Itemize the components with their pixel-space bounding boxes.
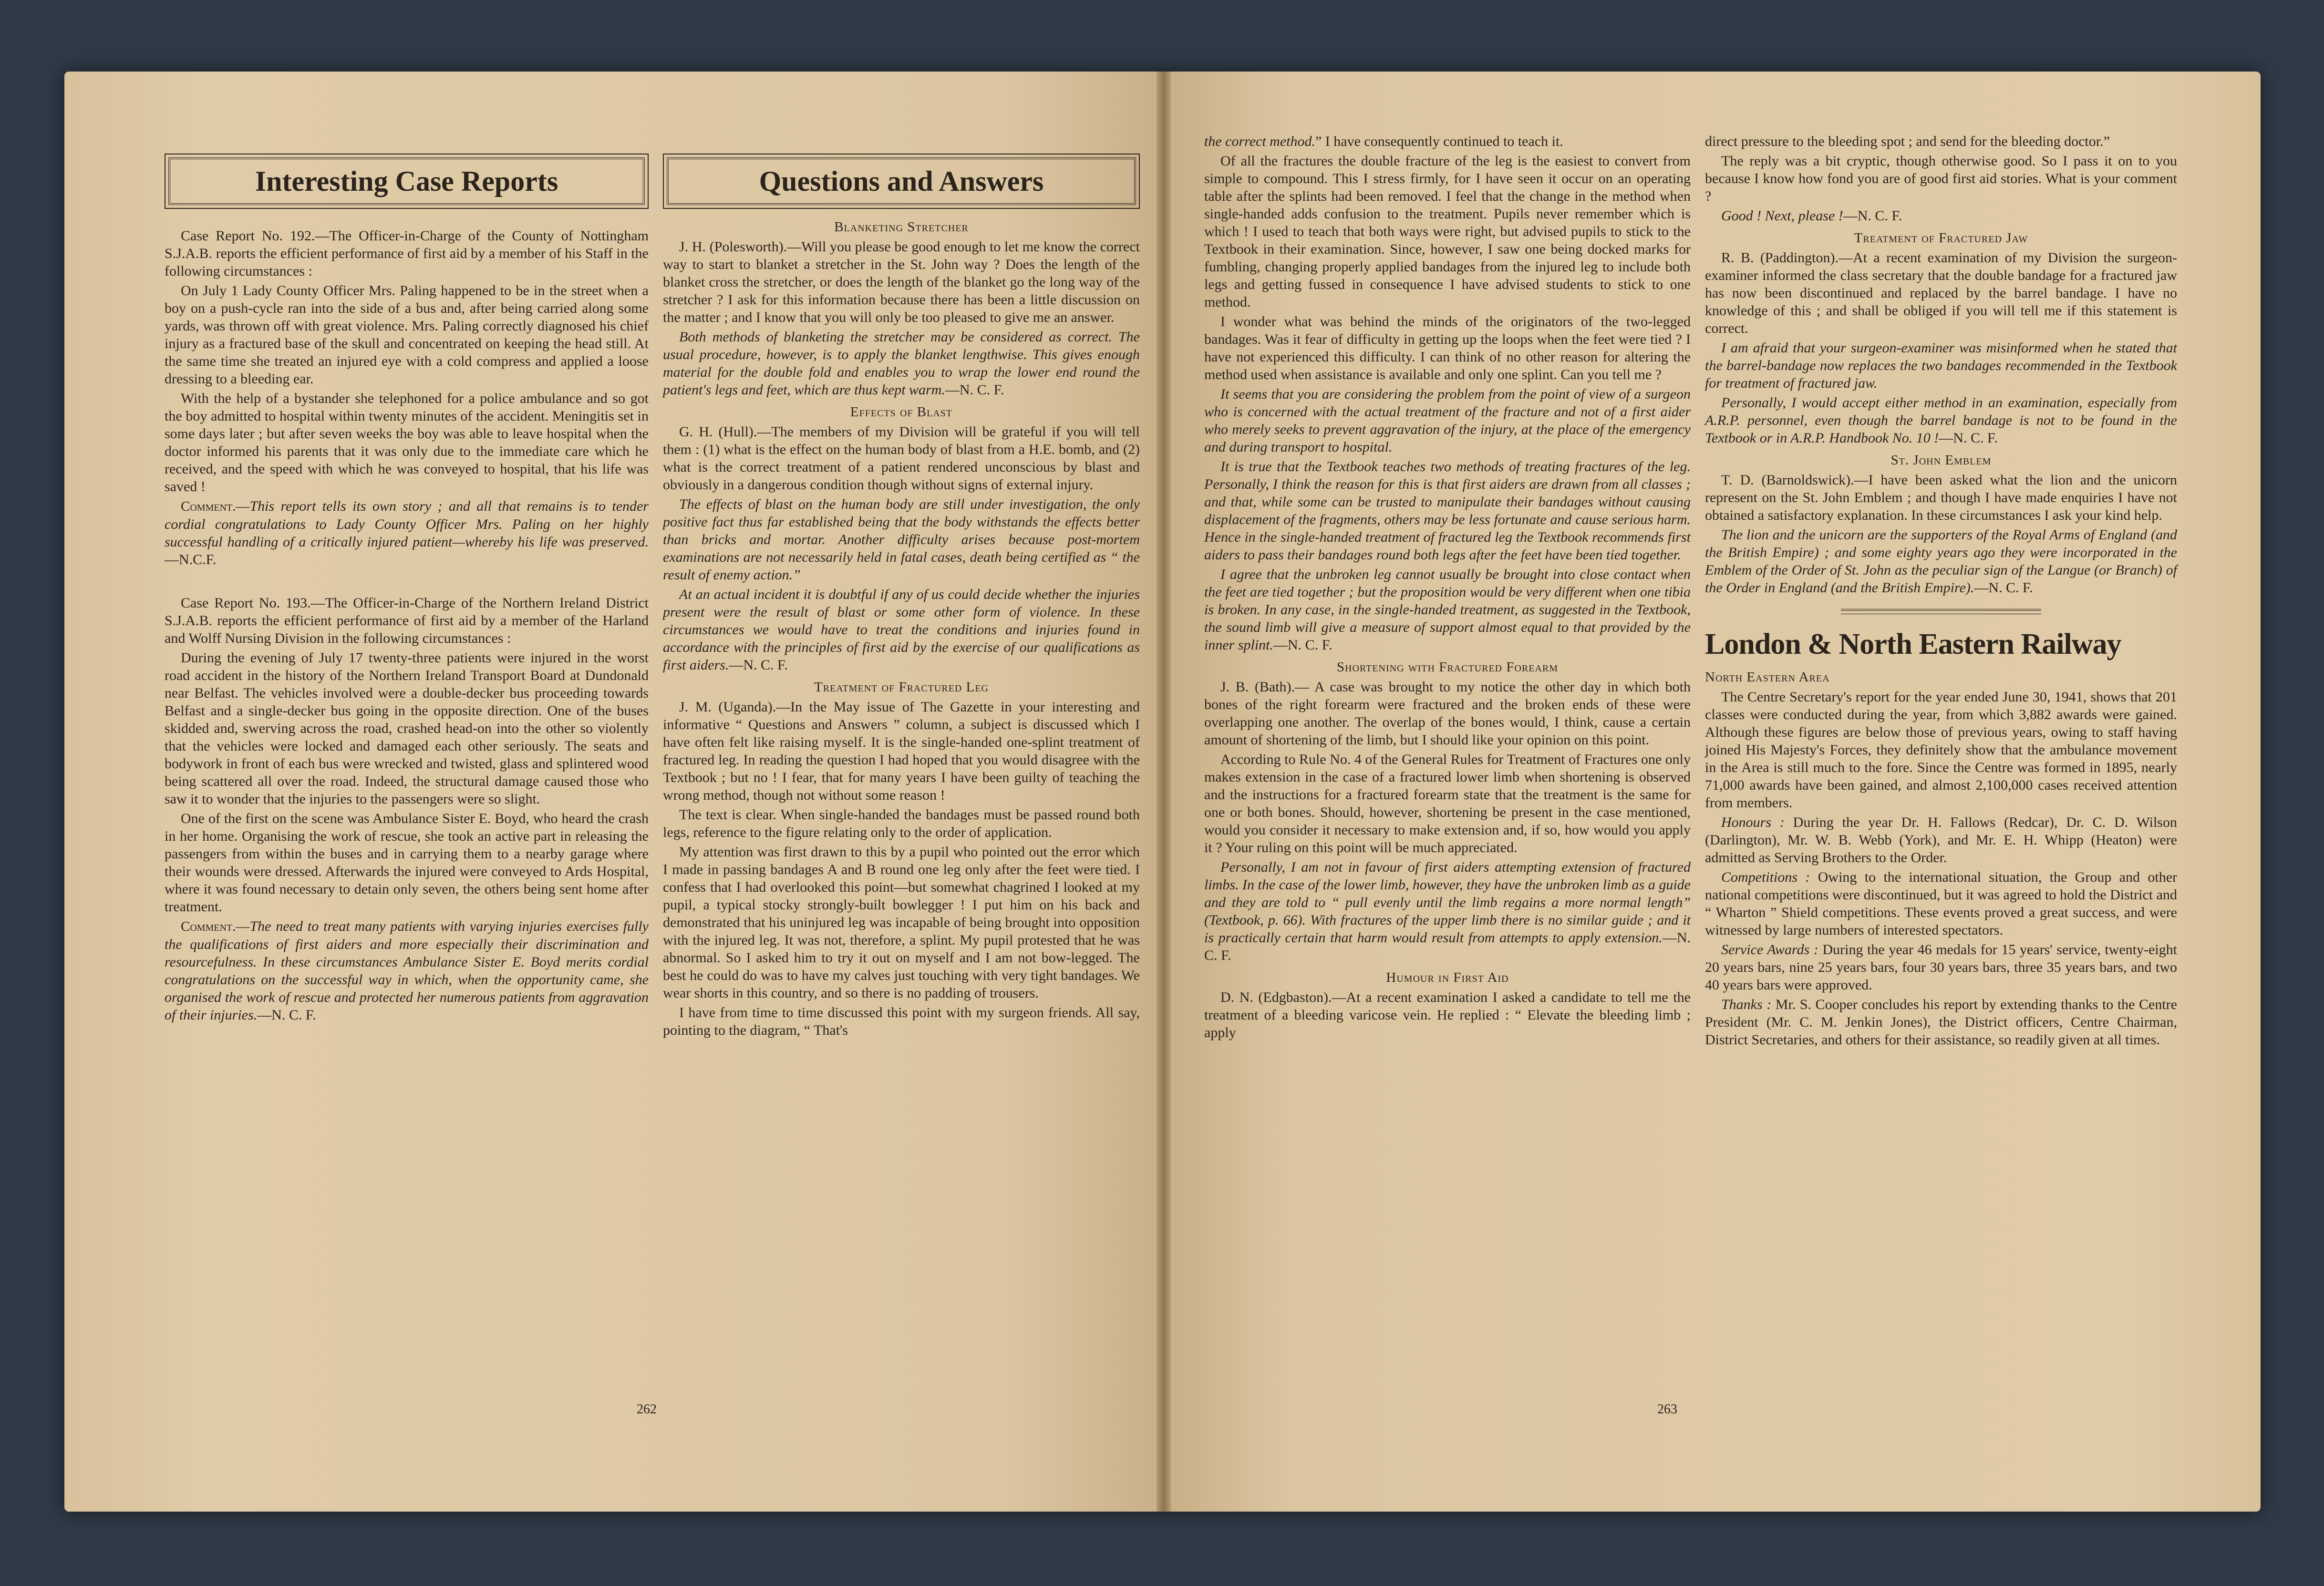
paragraph xyxy=(1705,814,2177,866)
answer xyxy=(1204,858,1691,964)
answer-text: I agree that the unbroken leg cannot usually be brought into close contact when the feet are tied together ; but the proposition would be very different when one tibia is broken. In any case, in the single-handed treatment, as suggested in the Textbook, the sound limb will give a measure of support almost equal to that provided by the inner splint. xyxy=(1204,566,1691,653)
subheading: Treatment of Fractured Leg xyxy=(814,680,989,695)
subheading: North Eastern Area xyxy=(1705,669,1830,685)
answer: The effects of blast on the human body are still under investigation, the only positive fact thus far established being that the body withstands the effects better than bricks and mortar. Another difficulty arises because post-mortem examinations are not necessarily held in fatal cases, death being certified as “ the result of enemy action.” xyxy=(663,496,1140,583)
heading-lner: London & North Eastern Railway xyxy=(1705,628,2121,660)
case-report-193-intro: Case Report No. 193.—The Officer-in-Charge of the Northern Ireland District S.J.A.B. reports the efficient performance of first aid by a member of the Harland and Wolff Nursing Division in the following circumstances : xyxy=(165,595,649,646)
question: J. H. (Polesworth).—Will you please be good enough to let me know the correct way to start to blanket a stretcher in the St. John way ? Does the length of the blanket cross the stretcher, or does the length of the blanket go the long way of the stretcher ? I ask for this information because there has been a little discussion on the matter ; and I know that you will only be too pleased to give me an answer. xyxy=(663,239,1140,325)
question: J. B. (Bath).— A case was brought to my notice the other day in which both bones of the right forearm were fractured and the broken ends of these were overlapping one another. The overlap of the bones would, I think, cause a certain amount of shortening of the limb, but I should like your opinion on this point. xyxy=(1204,679,1691,748)
paragraph: The reply was a bit cryptic, though otherwise good. So I pass it on to you because I know how fond you are of good first aid stories. What is your comment ? xyxy=(1705,153,2177,204)
question: According to Rule No. 4 of the General Rules for Treatment of Fractures one only makes extension in the case of a fractured lower limb when shortening is observed and the instructions for a fractured forearm state that the treatment is the same for one or both bones. Should, however, shortening be present in the case mentioned, would you consider it necessary to make extension and, if so, how would you apply it ? Your ruling on this point will be much appreciated. xyxy=(1204,752,1691,855)
answer-text: Personally, I am not in favour of first aiders attempting extension of fractured limbs. In the case of the lower limb, however, they have the unbroken limb as a guide and they are told to “ pull evenly until the limb regains a more normal length” (Textbook, p. 66). With fractures of the upper limb there is no similar guide ; and it is practically certain that harm would result from attempts to apply extension. xyxy=(1204,859,1691,946)
case-report-193-paragraph: One of the first on the scene was Ambulance Sister E. Boyd, who heard the crash in her home. Organising the work of rescue, she took an active part in releasing the passengers from within the buses and in carrying them to a nearby garage where their wounds were dressed. Afterwards the injured were conveyed to Ards Hospital, where it was found necessary to detain only seven, the others being sent home after treatment. xyxy=(165,811,649,915)
paragraph-label: Thanks : xyxy=(1721,997,1776,1012)
paragraph xyxy=(1705,996,2177,1049)
signature: —N.C.F. xyxy=(165,552,217,567)
spacer xyxy=(165,570,649,594)
signature: —N. C. F. xyxy=(729,657,788,673)
answer-text: Good ! Next, please ! xyxy=(1721,208,1843,224)
signature: —N. C. F. xyxy=(1939,430,1998,446)
answer-text: Both methods of blanketing the stretcher may be considered as correct. The usual procedure, however, is to apply the blanket lengthwise. This gives enough material for the double fold and enables you to wrap the lower end round the patient's legs and feet, which are thus kept warm. xyxy=(663,329,1140,398)
paragraph: I wonder what was behind the minds of the originators of the two-legged bandages. Was it fear of difficulty in getting up the loops when the feet were tied ? I have not experienced this difficulty. I can think of no other reason for altering the method used when assistance is available and only one splint. Can you tell me ? xyxy=(1204,314,1691,382)
paragraph: The Centre Secretary's report for the year ended June 30, 1941, shows that 201 classes were conducted during the year, from which 3,882 awards were gained. Although these figures are below those of previous years, owing to staff having joined His Majesty's Forces, they definitely show that the ambulance movement in the Area is still much to the fore. Since the Centre was formed in 1895, nearly 71,000 awards have been gained, and almost 2,100,000 cases received attention from members. xyxy=(1705,689,2177,811)
column-qa-lner xyxy=(1705,133,2177,1050)
page-number: 263 xyxy=(1657,1402,1677,1417)
answer xyxy=(663,586,1140,674)
signature: —N. C. F. xyxy=(1204,930,1691,963)
question: G. H. (Hull).—The members of my Division will be grateful if you will tell them : (1) what is the effect on the human body of blast from a H.E. bomb, and (2) what is the correct treatment of a patient rendered unconscious by blast and obviously in a dangerous condition though without signs of external injury. xyxy=(663,424,1140,493)
heading-case-reports: Interesting Case Reports xyxy=(168,157,645,205)
case-report-193-comment xyxy=(165,917,649,1024)
subheading: Treatment of Fractured Jaw xyxy=(1854,230,2028,246)
answer xyxy=(1204,566,1691,654)
paragraph-label: Competitions : xyxy=(1721,869,1818,885)
subheading: St. John Emblem xyxy=(1890,453,1992,468)
heading-questions-answers: Questions and Answers xyxy=(667,157,1136,205)
paragraph: Of all the fractures the double fracture of the leg is the easiest to convert from simple to compound. This I stress firmly, for I have seen it occur on an operating table after the splints had been removed. I feel that the change in the method when single-handed adds confusion to the treatment. Pupils never remember which is which ! I used to teach that both ways were right, but advised pupils to stick to the Textbook in their examination. Since, however, I saw one being docked marks for fumbling, changing properly applied bandages from the injured leg to include both legs and getting fussed in consequence I have advised students to stick to one method. xyxy=(1204,153,1691,310)
comment-label: Comment.— xyxy=(181,919,250,934)
signature: —N. C. F. xyxy=(1974,580,2033,596)
answer xyxy=(1705,394,2177,447)
paragraph xyxy=(1705,941,2177,994)
answer xyxy=(663,328,1140,399)
answer: It seems that you are considering the problem from the point of view of a surgeon who is concerned with the actual treatment of the fracture and not of a first aider who merely seeks to prevent aggravation of the injury, at the place of the emergency and during transport to hospital. xyxy=(1204,386,1691,455)
comment-text: The need to treat many patients with varying injuries exercises fully the qualifications of first aiders and more especially their discrimination and resourcefulness. In these circumstances Ambulance Sister E. Boyd merits cordial congratulations on the successful way in which, when the opportunity came, she organised the work of rescue and protected her numerous patients from aggravation of their injuries. xyxy=(165,918,649,1023)
answer xyxy=(1705,526,2177,597)
case-report-192-comment xyxy=(165,497,649,568)
question: D. N. (Edgbaston).—At a recent examination I asked a candidate to tell me the treatment of a bleeding varicose vein. He replied : “ Elevate the bleeding limb ; apply xyxy=(1204,989,1691,1040)
question: R. B. (Paddington).—At a recent examination of my Division the surgeon-examiner informed the class secretary that the double bandage for a fractured jaw has now been discontinued and replaced by the barrel bandage. I have no knowledge of this ; and shall be obliged if you will tell me if this statement is correct. xyxy=(1705,250,2177,336)
question: My attention was first drawn to this by a pupil who pointed out the error which I made in passing bandages A and B round one leg only after the feet were tied. I confess that I had overlooked this point—but somewhat chagrined I looked at my pupil, a typical stocky strongly-built bowlegger ! I put him on his back and demonstrated that his uninjured leg was incapable of being brought into opposition with the injured leg. It was not, therefore, a splint. My pupil protested that he was abnormal. So I asked him to try it out on myself and I am not bow-legged. The best he could do was to have my calves just touching with very tight bandages. We wear shorts in this country, and so there is no padding of trousers. xyxy=(663,844,1140,1001)
column-questions-answers xyxy=(663,157,1140,1041)
case-report-192-paragraph: On July 1 Lady County Officer Mrs. Paling happened to be in the street when a boy on a push-cycle ran into the side of a bus and, after being carried along some yards, was thrown off with great violence. Mrs. Paling correctly diagnosed his chief injury as a fractured base of the skull and concentrated on keeping the head still. At the same time she treated an injured eye with a cold compress and applied a loose dressing to a bleeding ear. xyxy=(165,283,649,387)
section-divider xyxy=(1841,609,2041,614)
paragraph-text: During the year 46 medals for 15 years' service, twenty-eight 20 years bars, nine 25 years bars, four 30 years bars, three 35 years bars, and two 40 years bars were approved. xyxy=(1705,942,2177,993)
subheading: Humour in First Aid xyxy=(1386,970,1509,985)
answer: It is true that the Textbook teaches two methods of treating fractures of the leg. Personally, I think the reason for this is that first aiders are drawn from all classes ; and that, while some can be trusted to manipulate their bandages without causing displacement of the fragments, others may be less fortunate and cause serious harm. Hence in the single-handed treatment of fractured leg the Textbook recommends first aiders to pass their bandages round both legs after the feet have been tied together. xyxy=(1204,459,1691,563)
subheading: Shortening with Fractured Forearm xyxy=(1336,659,1559,675)
answer-text: The lion and the unicorn are the supporters of the Royal Arms of England (and the British Empire) ; and some eighty years ago they were incorporated in the Emblem of the Order of St. John as the peculiar sign of the Langue (or Branch) of the Order in England (and the British Empire). xyxy=(1705,527,2177,596)
subheading: Effects of Blast xyxy=(850,404,953,420)
continued-text: direct pressure to the bleeding spot ; and send for the bleeding doctor.” xyxy=(1705,134,2110,149)
answer-text: Personally, I would accept either method in an examination, especially from A.R.P. personnel, even though the barrel bandage is not to be found in the Textbook or in A.R.P. Handbook No. 10 ! xyxy=(1705,395,2177,446)
case-report-192-intro: Case Report No. 192.—The Officer-in-Charge of the County of Nottingham S.J.A.B. reports the efficient performance of first aid by a member of his Staff in the following circumstances : xyxy=(165,228,649,279)
signature: —N. C. F. xyxy=(257,1007,316,1023)
question: J. M. (Uganda).—In the May issue of The Gazette in your interesting and informative “ Questions and Answers ” column, a subject is discussed which I have often felt like raising myself. It is the single-handed one-splint treatment of fractured leg. In reading the question I had hoped that you would disagree with the Textbook ; but no ! I fear, that for many years I have been guilty of teaching the wrong method, though not without some reason ! xyxy=(663,699,1140,803)
signature: —N. C. F. xyxy=(1273,637,1332,653)
continued-plain: ” I have consequently continued to teach it. xyxy=(1315,134,1563,149)
paragraph-text: Owing to the international situation, the Group and other national competitions were discontinued, but it was agreed to hold the District and “ Wharton ” Shield competitions. These events proved a great success, and were witnessed by large numbers of interested spectators. xyxy=(1705,869,2178,938)
continued-text xyxy=(1204,133,1691,150)
case-report-192-paragraph: With the help of a bystander she telephoned for a police ambulance and so got the boy admitted to hospital within twenty minutes of the accident. Meningitis set in some days later ; but after seven weeks the boy was able to leave hospital when the doctor informed his parents that it was only due to the immediate care which he received, and the speed with which he was conveyed to hospital, that his life was saved ! xyxy=(165,391,649,494)
paragraph-text: During the year Dr. H. Fallows (Redcar), Dr. C. D. Wilson (Darlington), Mr. W. B. Webb (York), and Mr. E. H. Whipp (Heaton) were admitted as Serving Brothers to the Order. xyxy=(1705,814,2177,865)
page-number: 262 xyxy=(637,1402,657,1417)
answer-text: At an actual incident it is doubtful if any of us could decide whether the injuries present were the result of blast or some other form of violence. In these circumstances we would have to treat the conditions and injuries found in accordance with the principles of first aid by the exercise of our qualifications as first aiders. xyxy=(663,587,1140,673)
signature: —N. C. F. xyxy=(945,382,1004,398)
subheading: Blanketing Stretcher xyxy=(834,219,969,235)
column-continued xyxy=(1204,133,1691,1043)
paragraph-label: Service Awards : xyxy=(1721,942,1823,958)
answer xyxy=(1705,207,2177,225)
continued-italic: the correct method. xyxy=(1204,134,1315,149)
case-report-193-paragraph: During the evening of July 17 twenty-three patients were injured in the worst road accident in the history of the Northern Ireland Transport Board at Dundonald near Belfast. The vehicles involved were a double-decker bus proceeding towards Belfast and a single-decker bus going in the opposite direction. One of the buses skidded and, swerving across the road, crashed head-on into the other so violently that the vehicles were locked and damaged each other seriously. The seats and bodywork in front of each bus were wrecked and twisted, glass and splintered wood being scattered all over the road. Indeed, the structural damage caused those who saw it to wonder that the injuries to the passengers were so slight. xyxy=(165,650,649,807)
question: The text is clear. When single-handed the bandages must be passed round both legs, reference to the figure relating only to the order of application. xyxy=(663,807,1140,840)
paragraph-label: Honours : xyxy=(1721,814,1793,830)
comment-text: This report tells its own story ; and all that remains is to tender cordial congratulations to Lady County Officer Mrs. Paling on her highly successful handling of a critically injured patient—whereby his life was preserved. xyxy=(165,498,649,550)
paragraph xyxy=(1705,868,2177,939)
answer: I am afraid that your surgeon-examiner was misinformed when he stated that the barrel-bandage now replaces the two bandages recommended in the Textbook for treatment of fractured jaw. xyxy=(1705,340,2177,391)
magazine-spread xyxy=(64,72,2261,1512)
paragraph-text: Mr. S. Cooper concludes his report by extending thanks to the Centre President (Mr. C. M. Jenkin Jones), the District officers, Centre Chairman, District Secretaries, and others for their assistance, so readily given at all times. xyxy=(1705,997,2177,1048)
comment-label: Comment.— xyxy=(181,499,250,514)
question: I have from time to time discussed this point with my surgeon friends. All say, pointing to the diagram, “ That's xyxy=(663,1005,1140,1038)
question: T. D. (Barnoldswick).—I have been asked what the lion and the unicorn represent on the St. John Emblem ; and though I have made enquiries I have not obtained a satisfactory explanation. In these circumstances I ask your kind help. xyxy=(1705,472,2177,523)
page-gutter xyxy=(1157,72,1171,1512)
column-case-reports xyxy=(165,157,649,1026)
signature: —N. C. F. xyxy=(1843,208,1902,224)
